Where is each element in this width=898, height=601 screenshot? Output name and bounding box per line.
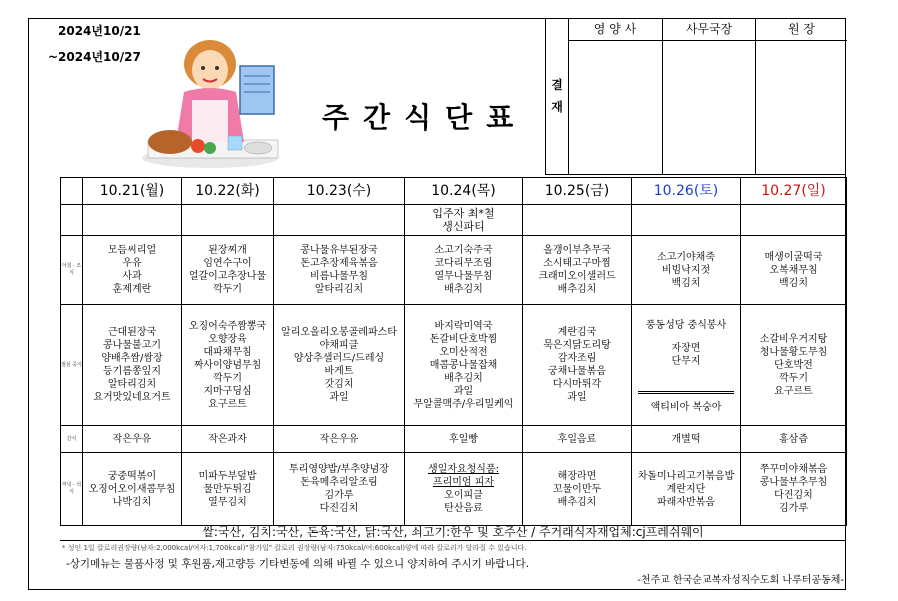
event-cell bbox=[741, 205, 847, 236]
day-header-sunday: 10.27(일) bbox=[741, 178, 847, 205]
date-from: 2024년10/21 bbox=[58, 24, 141, 38]
breakfast-cell: 된장찌개 임연수구이 얼갈이고추장나물 깍두기 bbox=[182, 236, 274, 305]
change-notice: -상기메뉴는 물품사정 및 후원품,재고량등 기타변동에 의해 바뀔 수 있으니 양지하여 주시기 바랍니다. bbox=[66, 558, 530, 570]
lunch-divider bbox=[638, 391, 734, 394]
row-label-breakfast: 아침 · 조식 bbox=[61, 236, 83, 305]
breakfast-cell: 올갱이부추무국 소시태고구마찜 크래미오이샐러드 배추김치 bbox=[523, 236, 632, 305]
dinner-cell: 미파두부덮밥 물만두튀김 열무김치 bbox=[182, 453, 274, 526]
approval-head-header: 원 장 bbox=[756, 18, 847, 41]
breakfast-cell: 소고기야채죽 비빔낙지젓 백김치 bbox=[632, 236, 741, 305]
day-header: 10.22(화) bbox=[182, 178, 274, 205]
day-header: 10.23(수) bbox=[274, 178, 405, 205]
event-cell bbox=[523, 205, 632, 236]
snack-cell: 후일음료 bbox=[523, 426, 632, 453]
dinner-cell: 쭈꾸미야채볶음 콩나물부추무침 다진김치 김가루 bbox=[741, 453, 847, 526]
lunch-cell: 오징어숙주짬뽕국 오향장육 대파채무침 짜사이양념무침 깍두기 지마구딩심 요구르트 bbox=[182, 305, 274, 426]
organization-signature: -천주교 한국순교복자성직수도회 나루터공동체- bbox=[637, 575, 844, 586]
event-line: 입주자 최*철 bbox=[432, 207, 495, 220]
lunch-cell: 소갈비우거지탕 청나물황도무침 단호박전 깍두기 요구르트 bbox=[741, 305, 847, 426]
lunch-cell: 바지락미역국 돈갈비단호박찜 오미산적전 매콤콩나물잡채 배추김치 과일 무알콜맥주/우리밀케익 bbox=[405, 305, 523, 426]
date-row bbox=[61, 178, 847, 205]
approval-head bbox=[756, 18, 847, 174]
lunch-cell: 알리오올리오봉골레파스타 야채피클 양상추샐러드/드레싱 바게트 갓김치 과일 bbox=[274, 305, 405, 426]
dinner-row bbox=[61, 453, 847, 526]
event-row bbox=[61, 205, 847, 236]
snack-cell: 후일빵 bbox=[405, 426, 523, 453]
day-header-saturday: 10.26(토) bbox=[632, 178, 741, 205]
event-cell-birthday bbox=[405, 205, 523, 236]
snack-cell: 작은우유 bbox=[83, 426, 182, 453]
breakfast-cell: 콩나물유부된장국 돈고추장제육볶음 비름나물무침 알타리김치 bbox=[274, 236, 405, 305]
approval-dietitian-header: 영 양 사 bbox=[568, 18, 662, 41]
snack-cell: 개별떡 bbox=[632, 426, 741, 453]
breakfast-row bbox=[61, 236, 847, 305]
dinner-cell: 생일자요청식품: 프리미엄 피자 오이피클 탄산음료 bbox=[405, 453, 523, 526]
snack-row bbox=[61, 426, 847, 453]
breakfast-cell: 모듬씨리얼 우유 사과 훈제계란 bbox=[83, 236, 182, 305]
day-header: 10.25(금) bbox=[523, 178, 632, 205]
dinner-cell: 해장라면 꼬물이만두 배추김치 bbox=[523, 453, 632, 526]
breakfast-cell: 소고기숙주국 코다리무조림 열무나물무침 배추김치 bbox=[405, 236, 523, 305]
lunch-row bbox=[61, 305, 847, 426]
event-cell bbox=[274, 205, 405, 236]
dinner-cell: 차돌미나리고기볶음밥 계란지단 파래자반볶음 bbox=[632, 453, 741, 526]
lunch-cell-saturday: 풍동성당 중식봉사 자장면 단무지 액티비아 복숭아 bbox=[632, 305, 741, 426]
row-label-lunch: 점심 중식 bbox=[61, 305, 83, 426]
event-cell bbox=[182, 205, 274, 236]
chef-illustration bbox=[140, 30, 290, 170]
corner-cell bbox=[61, 178, 83, 205]
page-title: 주간식단표 bbox=[322, 101, 528, 134]
approval-label-1: 결 bbox=[551, 78, 563, 92]
breakfast-cell: 매생이굴떡국 오복채무침 백김치 bbox=[741, 236, 847, 305]
date-to: ~2024년10/27 bbox=[48, 50, 141, 64]
dinner-cell: 궁중떡볶이 오징어오이새콤무침 나박김치 bbox=[83, 453, 182, 526]
menu-table bbox=[60, 177, 847, 526]
snack-cell: 홍삼즙 bbox=[741, 426, 847, 453]
row-label bbox=[61, 205, 83, 236]
event-cell bbox=[632, 205, 741, 236]
row-label-snack: 간식 bbox=[61, 426, 83, 453]
row-label-dinner: 저녁 · 석식 bbox=[61, 453, 83, 526]
lunch-cell: 계란김국 묵은지닭도리탕 감자조림 궁채나물볶음 다시마튀각 과일 bbox=[523, 305, 632, 426]
origin-info: 쌀:국산, 김치:국산, 돈육:국산, 닭:국산, 쇠고기:한우 및 호주산 / 주거래식자재업체:cj프레쉬웨이 bbox=[60, 524, 846, 541]
day-header: 10.24(목) bbox=[405, 178, 523, 205]
lunch-cell: 근대된장국 콩나물불고기 양배추쌈/쌈장 등기름쫑잎지 알타리김치 요거맛있네요거트 bbox=[83, 305, 182, 426]
approval-label-2: 재 bbox=[551, 100, 563, 114]
dinner-cell: 투리영양밥/부추양념장 돈육메추리알조림 김가루 다진김치 bbox=[274, 453, 405, 526]
snack-cell: 작은우유 bbox=[274, 426, 405, 453]
event-cell bbox=[83, 205, 182, 236]
snack-cell: 작은과자 bbox=[182, 426, 274, 453]
approval-box bbox=[545, 18, 846, 175]
approval-label bbox=[546, 18, 569, 174]
approval-director-header: 사무국장 bbox=[663, 18, 755, 41]
approval-dietitian bbox=[568, 18, 663, 174]
day-header: 10.21(월) bbox=[83, 178, 182, 205]
approval-director bbox=[663, 18, 756, 174]
calorie-note: * 성인 1일 칼로리권장량(남자:2,000kcal/여자:1,700kcal)"참가일" 칼로리 권장량(남자:750kcal/여:600kcal)양에 따라 칼로리가 달라질 수 있습니다. bbox=[62, 544, 527, 552]
event-line: 생신파티 bbox=[442, 220, 485, 233]
lunch-extra: 액티비아 복숭아 bbox=[650, 402, 722, 413]
